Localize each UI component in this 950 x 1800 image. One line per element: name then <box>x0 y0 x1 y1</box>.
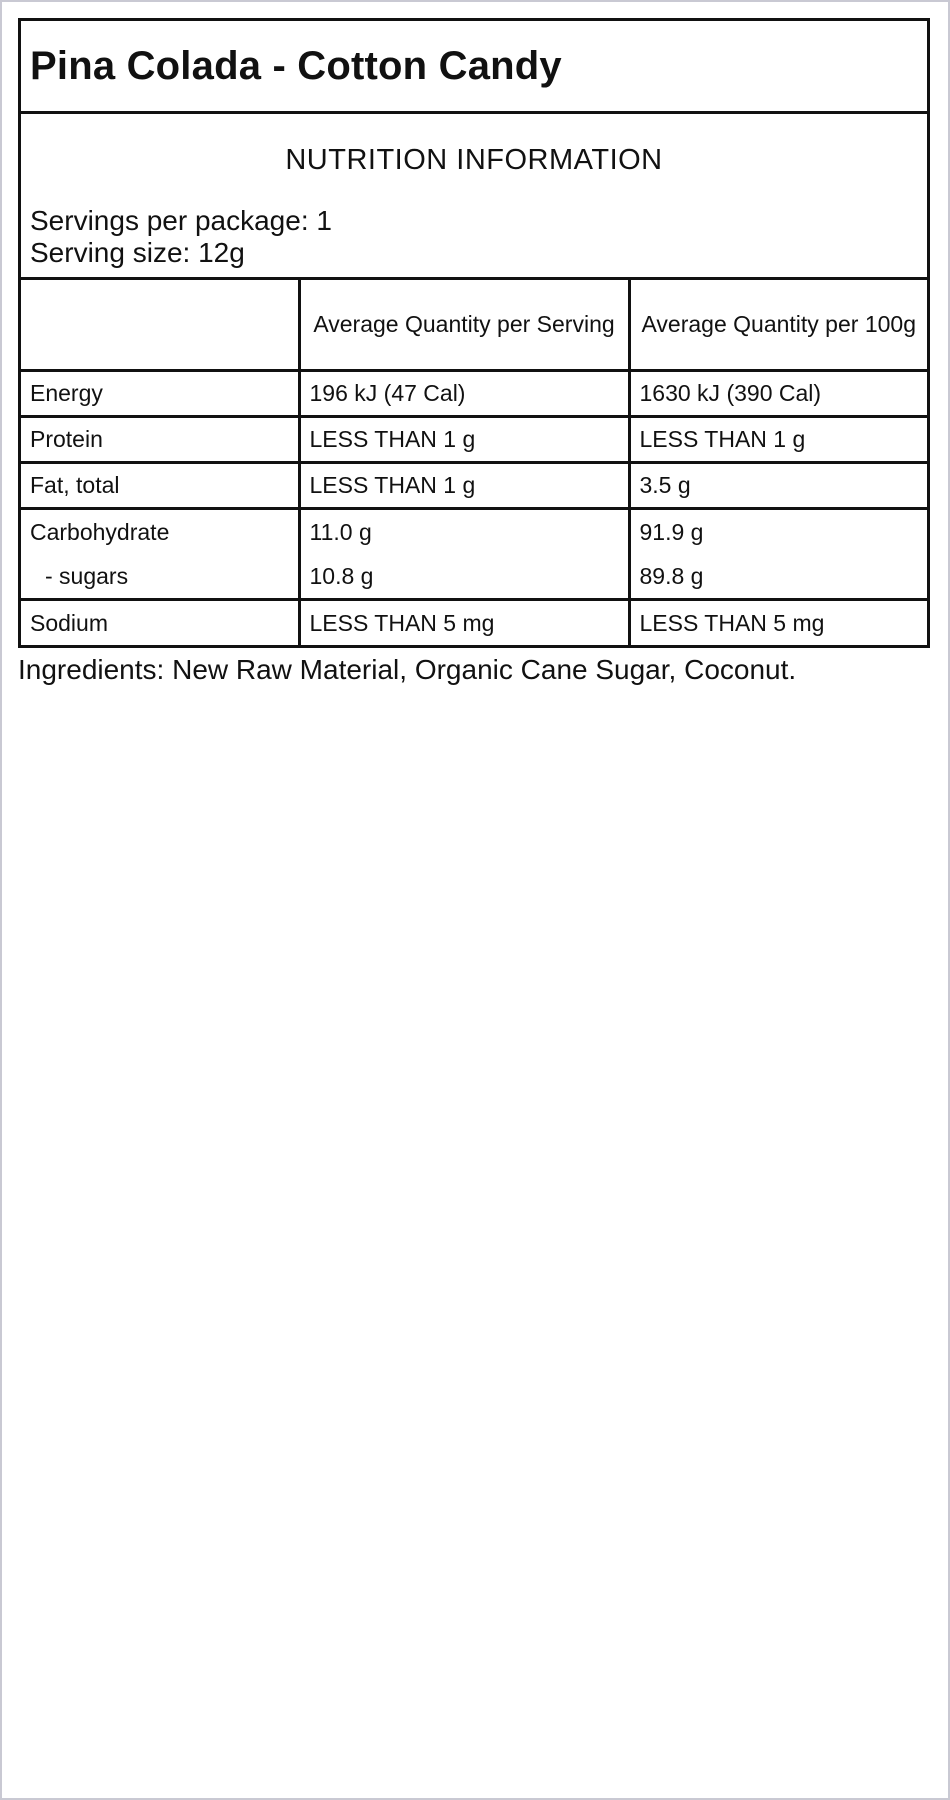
header-blank <box>21 280 299 370</box>
per-serving-value: LESS THAN 1 g <box>299 462 629 508</box>
ingredients-text: Ingredients: New Raw Material, Organic Cane Sugar, Coconut. <box>18 654 797 685</box>
nutrient-name: Sodium <box>21 599 299 645</box>
nutrition-label <box>18 18 930 648</box>
carbohydrate-per-100g: 91.9 g <box>639 518 704 545</box>
product-title: Pina Colada - Cotton Candy <box>30 44 562 88</box>
per-100g-value: 1630 kJ (390 Cal) <box>629 370 927 416</box>
per-serving-value: LESS THAN 1 g <box>299 416 629 462</box>
per-serving-group <box>299 508 629 599</box>
sugars-name: - sugars <box>45 562 129 589</box>
sugars-per-serving: 10.8 g <box>309 562 374 589</box>
per-100g-value: LESS THAN 1 g <box>629 416 927 462</box>
carbohydrate-per-serving: 11.0 g <box>309 518 372 545</box>
title-row <box>21 21 927 114</box>
per-100g-value: LESS THAN 5 mg <box>629 599 927 645</box>
nutrition-heading: NUTRITION INFORMATION <box>285 144 663 176</box>
nutrition-info-block <box>21 114 927 280</box>
per-serving-value: 196 kJ (47 Cal) <box>299 370 629 416</box>
serving-size: Serving size: 12g <box>30 237 245 268</box>
carbohydrate-row <box>21 508 927 599</box>
nutrient-name: Fat, total <box>21 462 299 508</box>
table-row <box>21 462 927 508</box>
header-per-serving: Average Quantity per Serving <box>299 280 629 370</box>
header-per-100g: Average Quantity per 100g <box>629 280 927 370</box>
nutrient-name: Protein <box>21 416 299 462</box>
nutrition-table <box>21 280 927 645</box>
table-row <box>21 370 927 416</box>
per-100g-group <box>629 508 927 599</box>
servings-per-package: Servings per package: 1 <box>30 205 332 236</box>
table-row <box>21 416 927 462</box>
nutrient-name: Energy <box>21 370 299 416</box>
sodium-row <box>21 599 927 645</box>
nutrient-name-group <box>21 508 299 599</box>
table-header-row <box>21 280 927 370</box>
per-serving-value: LESS THAN 5 mg <box>299 599 629 645</box>
sugars-per-100g: 89.8 g <box>639 562 704 589</box>
servings-info <box>30 205 332 269</box>
per-100g-value: 3.5 g <box>629 462 927 508</box>
carbohydrate-name: Carbohydrate <box>30 518 170 545</box>
